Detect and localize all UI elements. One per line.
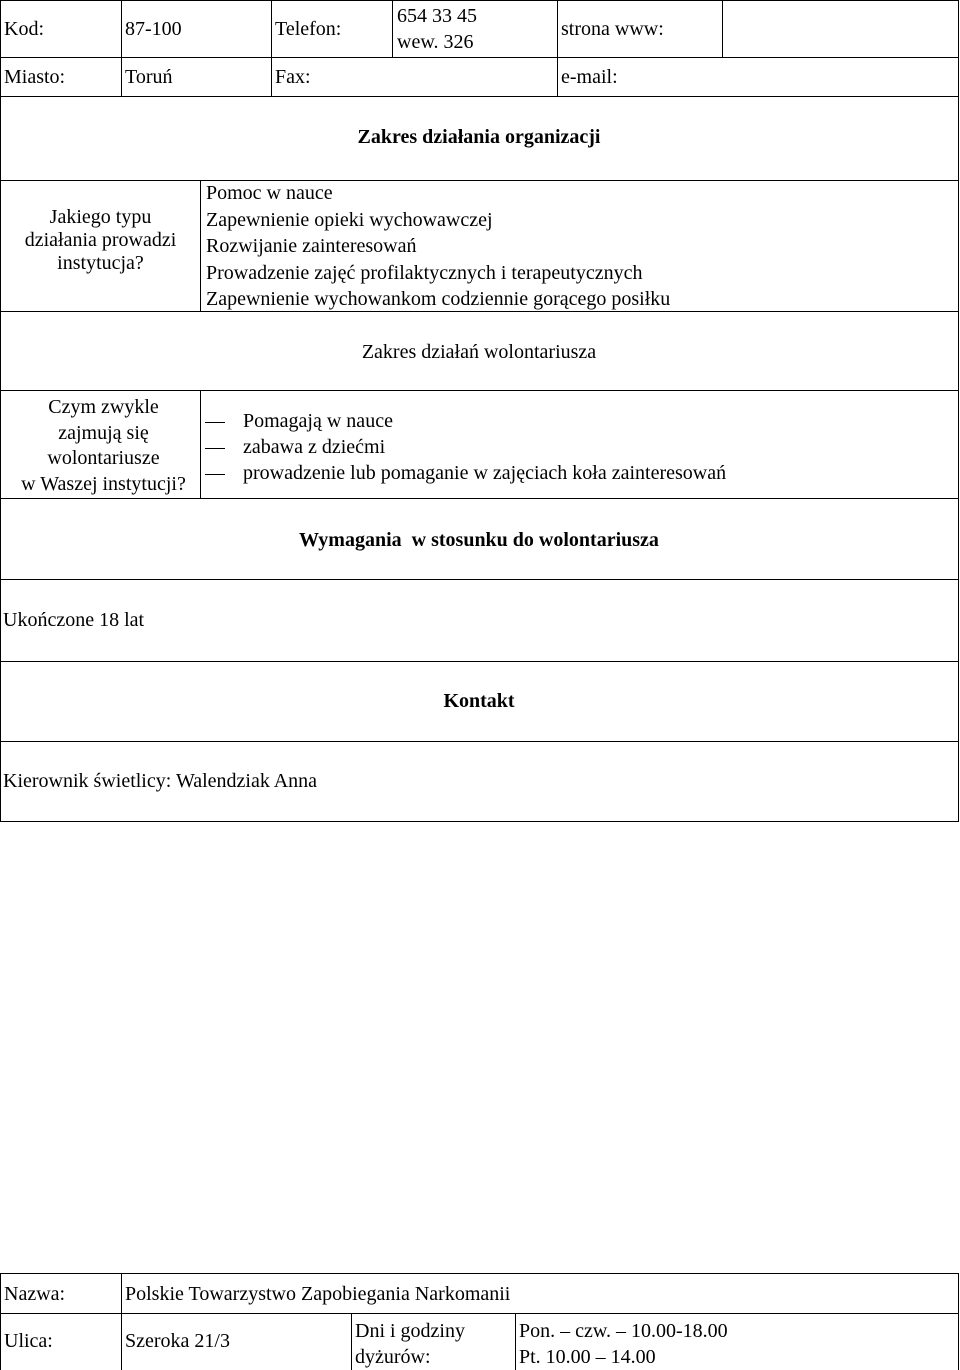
list-item: Pomoc w nauce	[206, 182, 333, 204]
volunteer-question-line: w Waszej instytucji?	[21, 472, 186, 495]
requirements-heading: Wymagania w stosunku do wolontariusza	[299, 529, 659, 551]
list-item: Rozwijanie zainteresowań	[206, 235, 417, 257]
ulica-label: Ulica:	[4, 1330, 53, 1352]
dash-bullet-icon	[205, 448, 225, 449]
volunteer-items	[205, 408, 945, 486]
telefon-value-line1: 654 33 45	[397, 5, 477, 27]
duty-hours-line: Pt. 10.00 – 14.00	[519, 1346, 656, 1368]
duty-hours-line: Pon. – czw. – 10.00-18.00	[519, 1320, 728, 1342]
nazwa-label: Nazwa:	[4, 1283, 66, 1305]
kontakt-heading: Kontakt	[443, 690, 515, 712]
requirements-text: Ukończone 18 lat	[3, 609, 145, 631]
email-label: e-mail:	[561, 66, 618, 88]
scope-question-line: działania prowadzi	[24, 229, 177, 251]
duty-hours-label	[355, 1318, 465, 1370]
fax-label: Fax:	[275, 66, 311, 88]
kod-value: 87-100	[125, 18, 182, 40]
list-item: Zapewnienie wychowankom codziennie gorącego posiłku	[206, 288, 671, 310]
volunteer-question	[1, 395, 206, 497]
list-item-text: Pomagają w nauce	[243, 410, 393, 432]
duty-hours-value	[519, 1318, 728, 1370]
contact-table	[0, 0, 960, 97]
list-item: Zapewnienie opieki wychowawczej	[206, 208, 493, 231]
dash-bullet-icon	[205, 474, 225, 475]
volunteer-heading: Zakres działań wolontariusza	[361, 341, 597, 363]
scope-question-line: instytucja?	[57, 252, 144, 274]
list-item-text: prowadzenie lub pomaganie w zajęciach koła zainteresowań	[243, 462, 727, 484]
miasto-value: Toruń	[125, 66, 173, 88]
telefon-value-line2: wew. 326	[397, 31, 474, 53]
miasto-label: Miasto:	[4, 66, 66, 88]
scope-question	[1, 206, 200, 275]
list-item	[205, 434, 945, 460]
kod-label: Kod:	[4, 18, 44, 40]
list-item-text: zabawa z dziećmi	[243, 436, 386, 458]
ulica-value: Szeroka 21/3	[125, 1330, 230, 1352]
scope-items	[206, 180, 946, 313]
scope-question-line: Jakiego typu	[49, 206, 152, 228]
list-item: Prowadzenie zajęć profilaktycznych i terapeutycznych	[206, 261, 643, 284]
duty-hours-label-line: dyżurów:	[355, 1346, 431, 1368]
nazwa-value: Polskie Towarzystwo Zapobiegania Narkomanii	[125, 1283, 511, 1305]
scope-heading: Zakres działania organizacji	[357, 126, 601, 148]
kontakt-text: Kierownik świetlicy: Walendziak Anna	[3, 770, 318, 792]
list-item	[205, 460, 945, 486]
volunteer-question-line: wolontariusze	[47, 447, 160, 469]
dash-bullet-icon	[205, 422, 225, 423]
volunteer-question-line: Czym zwykle	[48, 396, 159, 418]
volunteer-question-line: zajmują się	[58, 421, 149, 444]
www-label: strona www:	[561, 18, 664, 40]
duty-hours-label-line: Dni i godziny	[355, 1320, 465, 1342]
telefon-label: Telefon:	[275, 18, 342, 40]
list-item	[205, 408, 945, 434]
